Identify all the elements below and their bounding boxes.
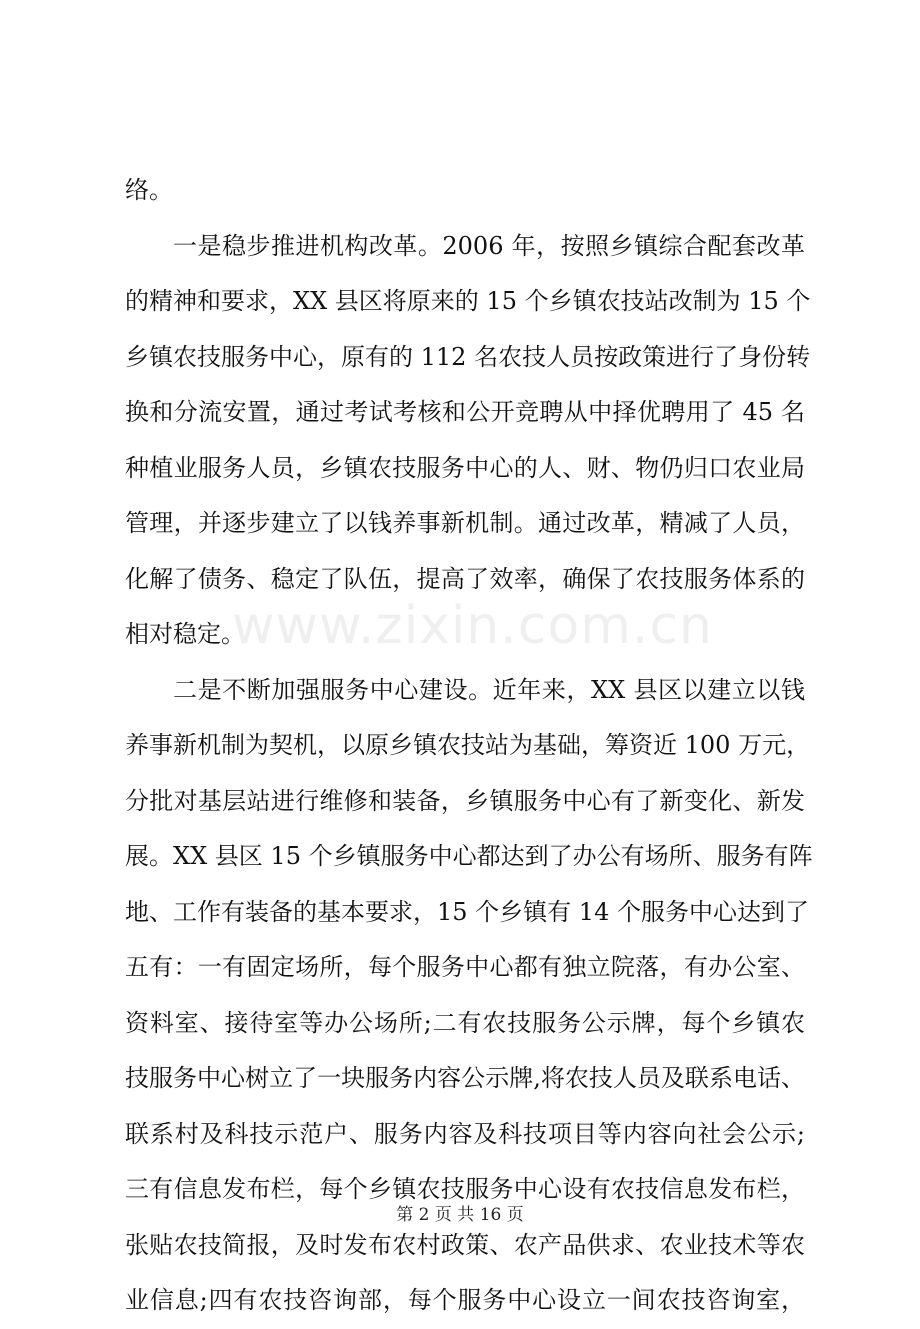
text-line: 张贴农技简报，及时发布农村政策、农产品供求、农业技术等农 xyxy=(125,1230,805,1259)
text-line: 展。XX 县区 15 个乡镇服务中心都达到了办公有场所、服务有阵 xyxy=(125,842,813,870)
text-line: 换和分流安置，通过考试考核和公开竞聘从中择优聘用了 45 名 xyxy=(125,398,805,426)
page-number-footer: 第 2 页 共 16 页 xyxy=(396,1205,524,1225)
body-text xyxy=(125,163,813,1329)
text-line: 管理，并逐步建立了以钱养事新机制。通过改革，精减了人员， xyxy=(125,509,805,537)
text-line: 养事新机制为契机，以原乡镇农技站为基础，筹资近 100 万元， xyxy=(125,731,811,759)
text-line: 种植业服务人员，乡镇农技服务中心的人、财、物仍归口农业局 xyxy=(125,453,805,482)
text-line: 三有信息发布栏，每个乡镇农技服务中心设有农技信息发布栏， xyxy=(125,1175,805,1203)
text-line: 的精神和要求，XX 县区将原来的 15 个乡镇农技站改制为 15 个 xyxy=(125,287,811,315)
text-line: 联系村及科技示范户、服务内容及科技项目等内容向社会公示; xyxy=(125,1119,805,1148)
text-line: 资料室、接待室等办公场所;二有农技服务公示牌，每个乡镇农 xyxy=(125,1008,805,1037)
text-line: 业信息;四有农技咨询部，每个服务中心设立一间农技咨询室， xyxy=(125,1286,805,1314)
paragraph-1-first-line: 一是稳步推进机构改革。2006 年，按照乡镇综合配套改革 xyxy=(173,231,805,260)
text-line: 技服务中心树立了一块服务内容公示牌,将农技人员及联系电话、 xyxy=(125,1064,805,1092)
text-line: 五有：一有固定场所，每个服务中心都有独立院落，有办公室、 xyxy=(125,953,805,981)
text-line: 分批对基层站进行维修和装备，乡镇服务中心有了新变化、新发 xyxy=(125,786,805,815)
text-line: 化解了债务、稳定了队伍，提高了效率，确保了农技服务体系的 xyxy=(125,564,805,593)
text-line: 地、工作有装备的基本要求，15 个乡镇有 14 个服务中心达到了 xyxy=(125,897,809,926)
text-line: 络。 xyxy=(125,176,173,204)
text-line: 相对稳定。 xyxy=(125,620,245,648)
watermark: www.zixin.com.cn xyxy=(232,596,713,656)
text-line: 乡镇农技服务中心，原有的 112 名农技人员按政策进行了身份转 xyxy=(125,342,811,371)
paragraph-2-first-line: 二是不断加强服务中心建设。近年来，XX 县区以建立以钱 xyxy=(173,675,805,704)
